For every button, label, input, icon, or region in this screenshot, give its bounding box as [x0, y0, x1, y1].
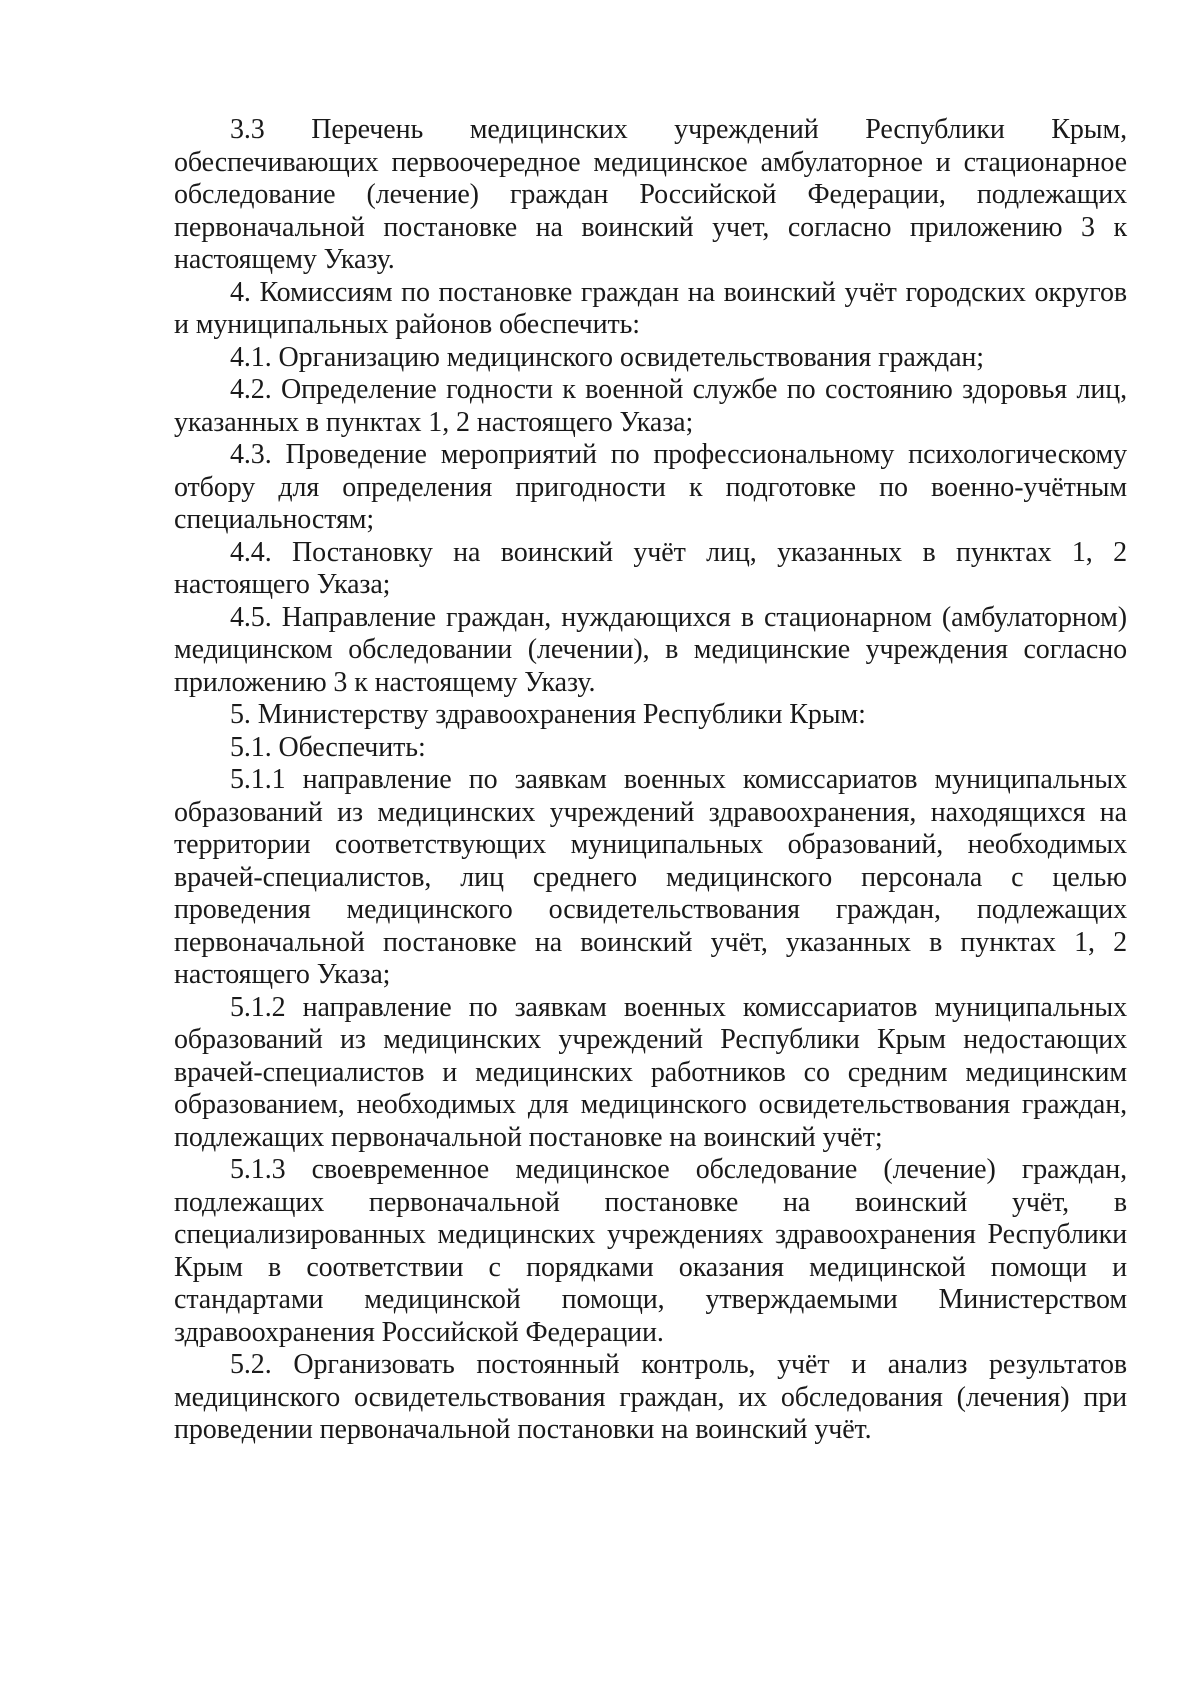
paragraph-4: 4. Комиссиям по постановке граждан на воинский учёт городских округов и муниципальных районов обеспечить:: [174, 276, 1127, 340]
paragraph-3-3: 3.3 Перечень медицинских учреждений Республики Крым, обеспечивающих первоочередное медицинское амбулаторное и стационарное обследование (лечение) граждан Российской Федерации, подлежащих первоначальной постановке на воинский учет, согласно приложению 3 к настоящему Указу.: [174, 114, 1127, 275]
paragraph-5-1-3: 5.1.3 своевременное медицинское обследование (лечение) граждан, подлежащих первоначальной постановке на воинский учёт, в специализированных медицинских учреждениях здравоохранения Республики Крым в соответствии с порядками оказания медицинской помощи и стандартами медицинской помощи, утверждаемыми Министерством здравоохранения Российской Федерации.: [174, 1154, 1127, 1348]
paragraph-4-2: 4.2. Определение годности к военной службе по состоянию здоровья лиц, указанных в пунктах 1, 2 настоящего Указа;: [174, 374, 1127, 438]
paragraph-5-1-1: 5.1.1 направление по заявкам военных комиссариатов муниципальных образований из медицинских учреждений здравоохранения, находящихся на территории соответствующих муниципальных образований, необходимых врачей-специалистов, лиц среднего медицинского персонала с целью проведения медицинского освидетельствования граждан, подлежащих первоначальной постановке на воинский учёт, указанных в пунктах 1, 2 настоящего Указа;: [174, 764, 1127, 990]
paragraph-4-4: 4.4. Постановку на воинский учёт лиц, указанных в пунктах 1, 2 настоящего Указа;: [174, 536, 1127, 600]
paragraph-5-1: 5.1. Обеспечить:: [230, 731, 426, 763]
paragraph-5-1-2: 5.1.2 направление по заявкам военных комиссариатов муниципальных образований из медицинских учреждений Республики Крым недостающих врачей-специалистов и медицинских работников со средним медицинским образованием, необходимых для медицинского освидетельствования граждан, подлежащих первоначальной постановке на воинский учёт;: [174, 991, 1127, 1153]
paragraph-4-1: 4.1. Организацию медицинского освидетельствования граждан;: [230, 341, 984, 373]
paragraph-5: 5. Министерству здравоохранения Республики Крым:: [230, 699, 866, 730]
paragraph-4-5: 4.5. Направление граждан, нуждающихся в стационарном (амбулаторном) медицинском обследовании (лечении), в медицинские учреждения согласно приложению 3 к настоящему Указу.: [174, 601, 1127, 698]
paragraph-5-2: 5.2. Организовать постоянный контроль, учёт и анализ результатов медицинского освидетельствования граждан, их обследования (лечения) при проведении первоначальной постановки на воинский учёт.: [174, 1349, 1127, 1445]
paragraph-4-3: 4.3. Проведение мероприятий по профессиональному психологическому отбору для определения пригодности к подготовке по военно-учётным специальностям;: [174, 439, 1127, 535]
document-body: [174, 114, 1127, 1447]
